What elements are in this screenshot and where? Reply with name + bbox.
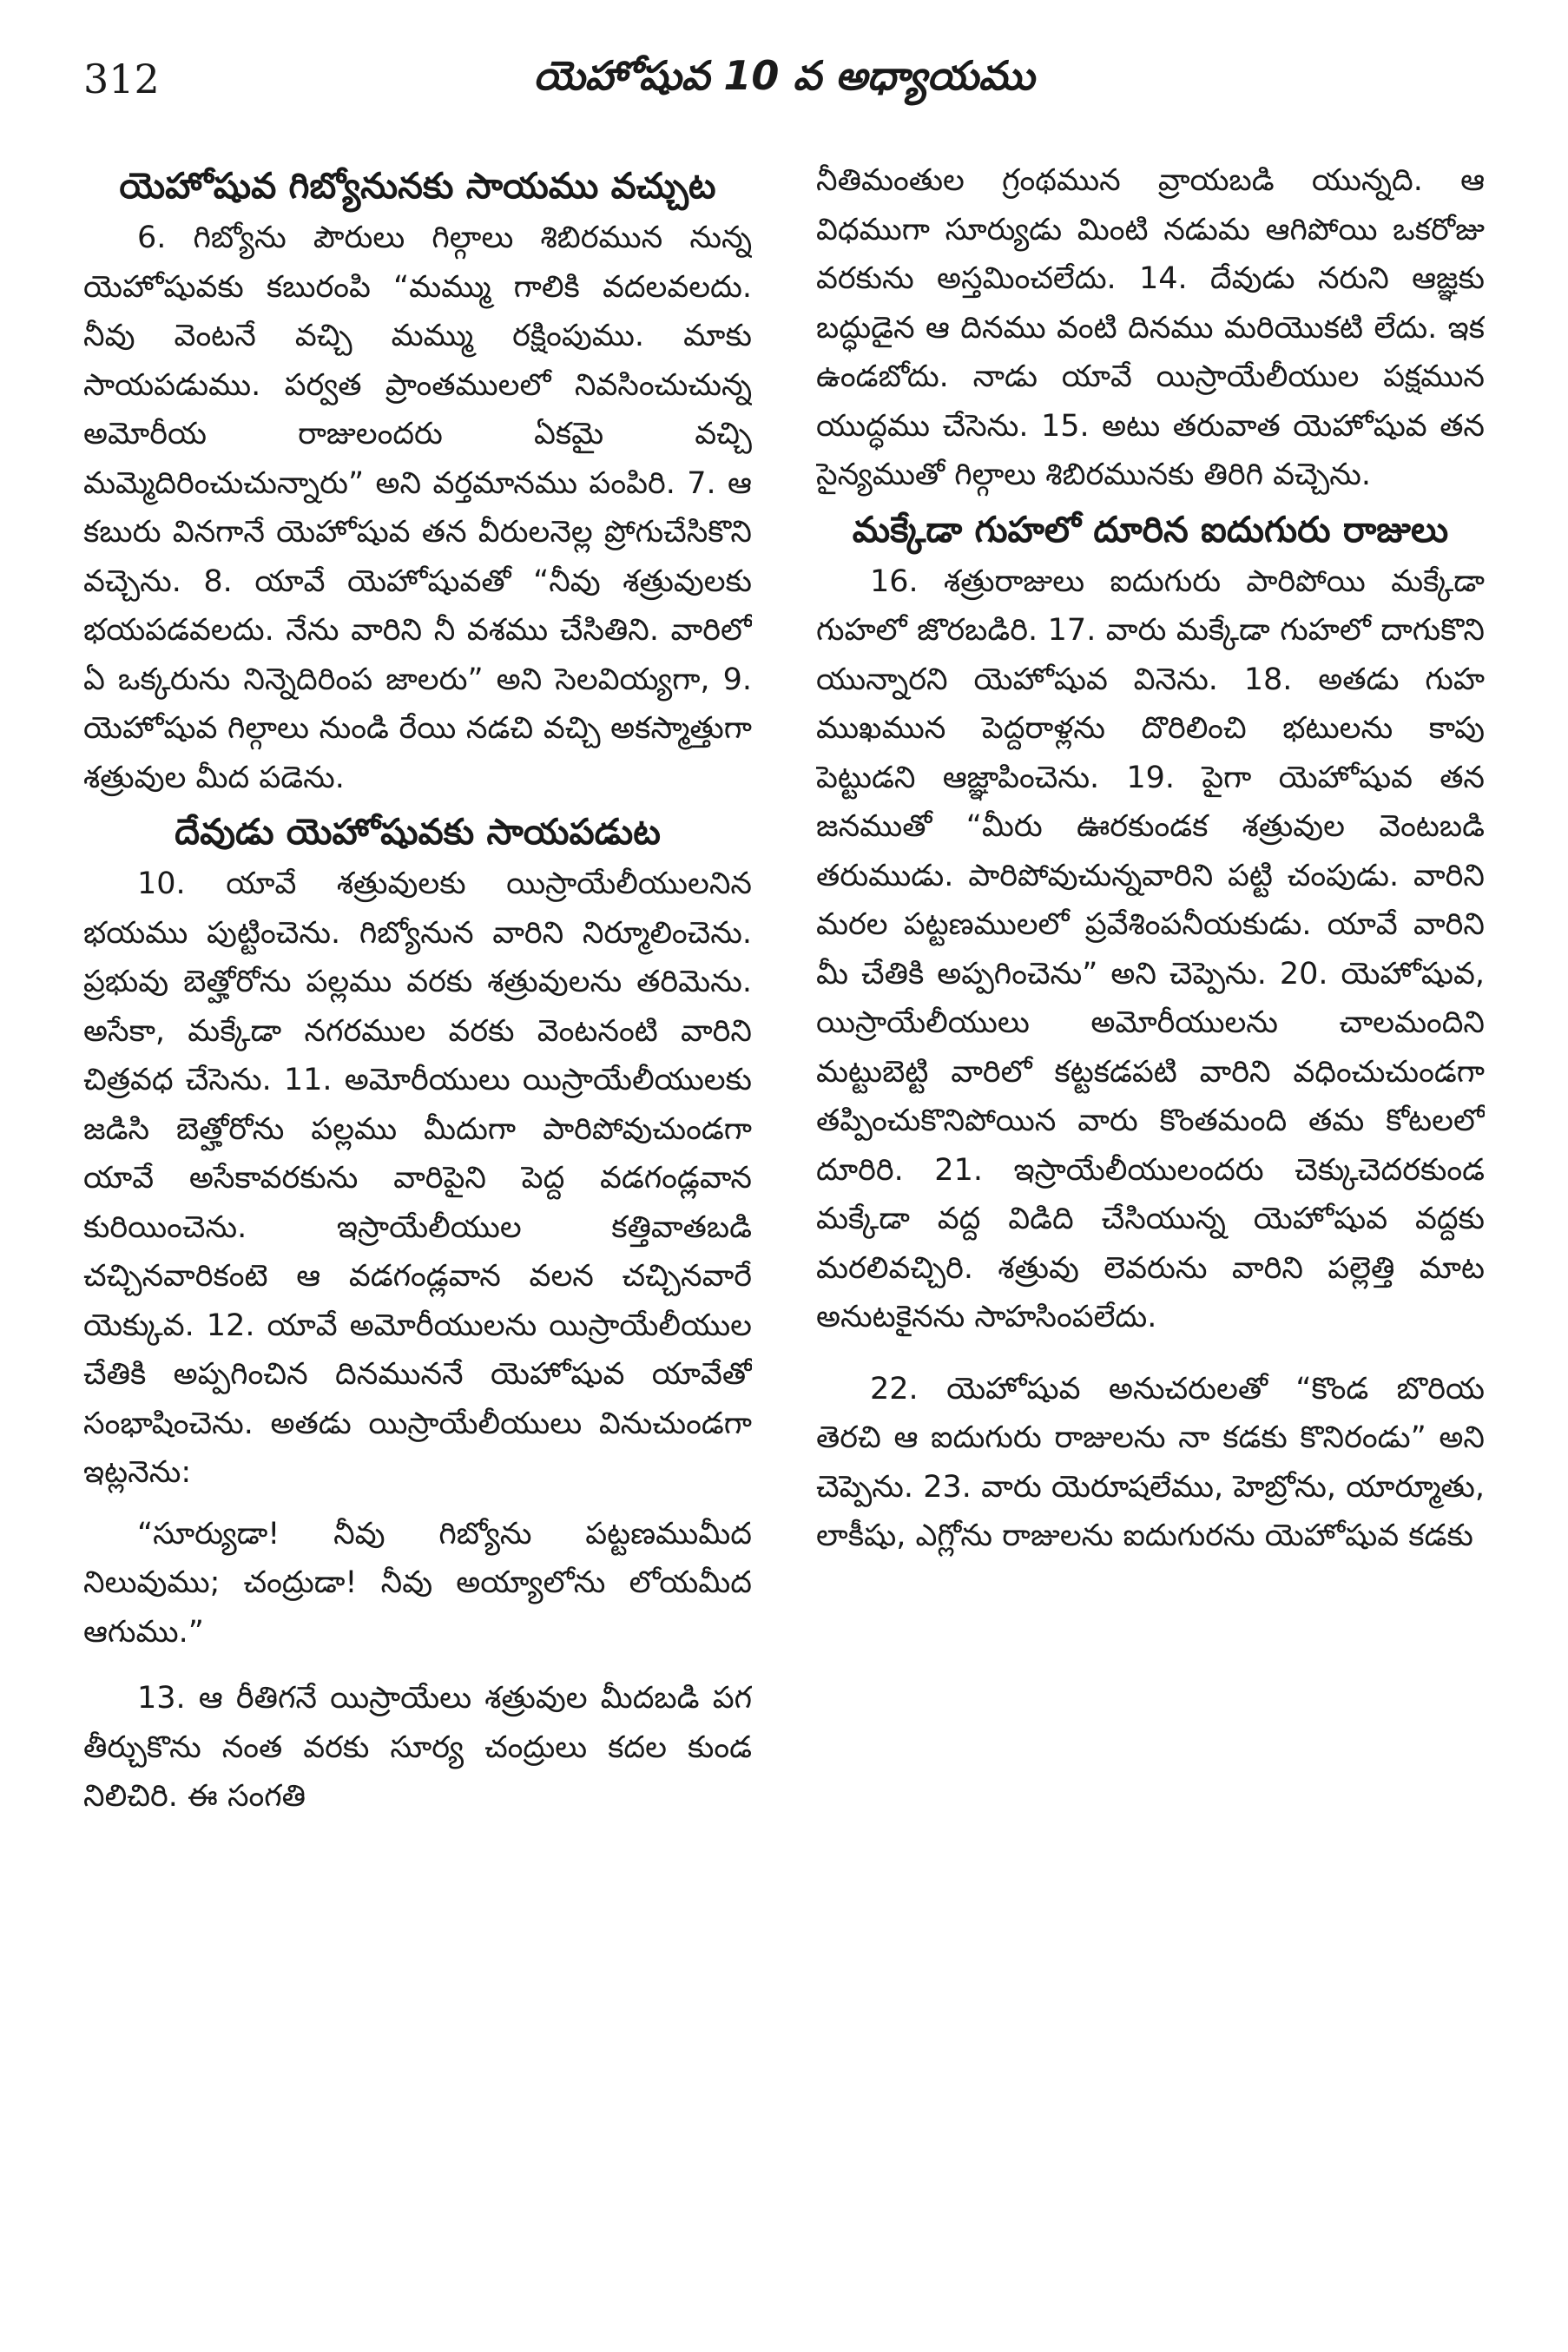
paragraph: 13. ఆ రీతిగనే యిస్రాయేలు శత్రువుల మీదబడి పగ తీర్చుకొను నంత వరకు సూర్య చంద్రులు కదల కుండ నిలిచిరి. ఈ సంగతి bbox=[83, 1681, 752, 1814]
paragraph: 6. గిబ్యోను పౌరులు గిల్గాలు శిబిరమున నున్న యెహోషువకు కబురంపి “మమ్ము గాలికి వదలవలదు. నీవు వెంటనే వచ్చి మమ్ము రక్షింపుము. మాకు సాయపడుము. పర్వత ప్రాంతములలో నివసించుచున్న అమోరీయ రాజులందరు ఏకమై వచ్చి మమ్మెదిరించుచున్నారు” అని వర్తమానము పంపిరి. 7. ఆ కబురు వినగానే యెహోషువ తన వీరులనెల్ల ప్రోగుచేసికొని వచ్చెను. 8. యావే యెహోషువతో “నీవు శత్రువులకు భయపడవలదు. నేను వారిని నీ వశము చేసితిని. వారిలో ఏ ఒక్కరును నిన్నెదిరింప జాలరు” అని సెలవియ్యగా, 9. యెహోషువ గిల్గాలు నుండి రేయి నడచి వచ్చి అకస్మాత్తుగా శత్రువుల మీద పడెను. bbox=[83, 221, 752, 795]
paragraph-continued: నీతిమంతుల గ్రంథమున వ్రాయబడి యున్నది. ఆ విధముగా సూర్యుడు మింటి నడుమ ఆగిపోయి ఒకరోజు వరకును అస్తమించలేదు. 14. దేవుడు నరుని ఆజ్ఞకు బద్ధుడైన ఆ దినము వంటి దినము మరియొకటి లేదు. ఇక ఉండబోదు. నాడు యావే యిస్రాయేలీయుల పక్షమున యుద్ధము చేసెను. 15. అటు తరువాత యెహోషువ తన సైన్యముతో గిల్గాలు శిబిరమునకు తిరిగి వచ్చెను. bbox=[816, 163, 1485, 492]
page-number: 312 bbox=[83, 56, 160, 102]
paragraph: 22. యెహోషువ అనుచరులతో “కొండ బొరియ తెరచి ఆ ఐదుగురు రాజులను నా కడకు కొనిరండు” అని చెప్పెను. 23. వారు యెరూషలేము, హెబ్రోను, యార్మూతు, లాకీషు, ఎగ్లోను రాజులను ఐదుగురను యెహోషువ కడకు bbox=[816, 1371, 1485, 1553]
left-column bbox=[83, 156, 752, 2318]
text-columns bbox=[83, 156, 1485, 2318]
section-heading: యెహోషువ గిబ్యోనునకు సాయము వచ్చుట bbox=[119, 165, 716, 207]
page-header bbox=[83, 52, 1485, 122]
section-heading: దేవుడు యెహోషువకు సాయపడుట bbox=[175, 811, 661, 853]
section-heading: మక్కేడా గుహలో దూరిన ఐదుగురు రాజులు bbox=[852, 508, 1449, 550]
quotation: “సూర్యుడా! నీవు గిబ్యోను పట్టణముమీద నిలువుము; చంద్రుడా! నీవు అయ్యాలోను లోయమీద ఆగుము.” bbox=[83, 1516, 752, 1650]
right-column bbox=[816, 156, 1485, 2318]
paragraph: 10. యావే శత్రువులకు యిస్రాయేలీయులనిన భయము పుట్టించెను. గిబ్యోనున వారిని నిర్మూలించెను. ప్రభువు బెత్హోరోను పల్లము వరకు శత్రువులను తరిమెను. అసేకా, మక్కేడా నగరముల వరకు వెంటనంటి వారిని చిత్రవధ చేసెను. 11. అమోరీయులు యిస్రాయేలీయులకు జడిసి బెత్హోరోను పల్లము మీదుగా పారిపోవుచుండగా యావే అసేకావరకును వారిపైని పెద్ద వడగండ్లవాన కురియించెను. ఇస్రాయేలీయుల కత్తివాతబడి చచ్చినవారికంటె ఆ వడగండ్లవాన వలన చచ్చినవారే యెక్కువ. 12. యావే అమోరీయులను యిస్రాయేలీయుల చేతికి అప్పగించిన దినముననే యెహోషువ యావేతో సంభాషించెను. అతడు యిస్రాయేలీయులు వినుచుండగా ఇట్లనెను: bbox=[83, 866, 752, 1490]
running-head: యెహోషువ 10 వ అధ్యాయము bbox=[533, 52, 1035, 99]
paragraph: 16. శత్రురాజులు ఐదుగురు పారిపోయి మక్కేడా గుహలో జొరబడిరి. 17. వారు మక్కేడా గుహలో దాగుకొని యున్నారని యెహోషువ వినెను. 18. అతడు గుహ ముఖమున పెద్దరాళ్లను దొరిలించి భటులను కాపు పెట్టుడని ఆజ్ఞాపించెను. 19. పైగా యెహోషువ తన జనముతో “మీరు ఊరకుండక శత్రువుల వెంటబడి తరుముడు. పారిపోవుచున్నవారిని పట్టి చంపుడు. వారిని మరల పట్టణములలో ప్రవేశింపనీయకుడు. యావే వారిని మీ చేతికి అప్పగించెను” అని చెప్పెను. 20. యెహోషువ, యిస్రాయేలీయులు అమోరీయులను చాలమందిని మట్టుబెట్టి వారిలో కట్టకడపటి వారిని వధించుచుండగా తప్పించుకొనిపోయిన వారు కొంతమంది తమ కోటలలో దూరిరి. 21. ఇస్రాయేలీయులందరు చెక్కుచెదరకుండ మక్కేడా వద్ద విడిది చేసియున్న యెహోషువ వద్దకు మరలివచ్చిరి. శత్రువు లెవరును వారిని పల్లెత్తి మాట అనుటకైనను సాహసింపలేదు. bbox=[816, 563, 1485, 1334]
